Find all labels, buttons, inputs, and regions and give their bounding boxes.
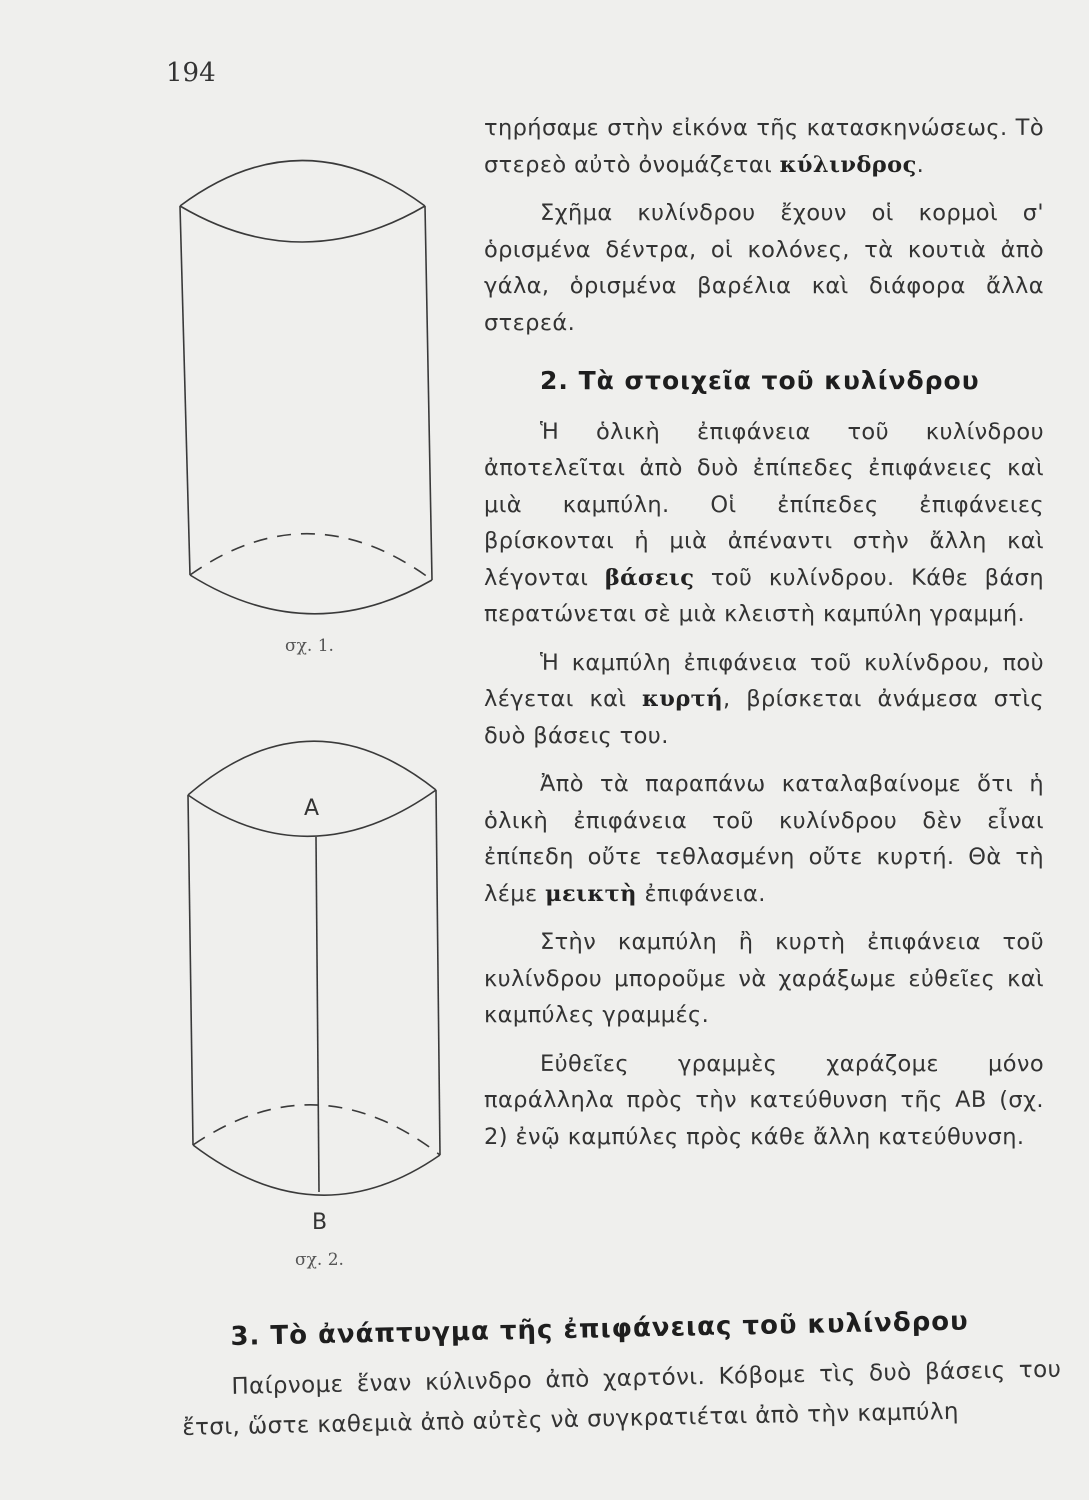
section3	[180, 1300, 1063, 1448]
cylinder-figures	[0, 0, 470, 1300]
section1-continuation: τηρήσαμε στὴν εἰκόνα τῆς κατασκηνώσεως. Τὸ στερεὸ αὐτὸ ὀνομάζεται κύλινδρος.	[484, 115, 1044, 178]
fig1-bottom-front-arc	[190, 575, 432, 614]
fig1-left-side	[180, 206, 190, 575]
term-mixed: μεικτὴ	[545, 880, 637, 907]
section1-paragraph-2: Σχῆμα κυλίνδρου ἔχουν οἱ κορμοὶ σ' ὁρισμένα δέντρα, οἱ κολόνες, τὰ κουτιὰ ἀπὸ γάλα, ὁρισμένα βαρέλια καὶ διάφορα ἄλλα στερεά.	[484, 200, 1044, 336]
fig2-label-a: A	[304, 796, 320, 821]
fig1-bottom-back-dashed-arc	[190, 534, 432, 580]
fig1-caption: σχ. 1.	[285, 636, 334, 656]
section2-paragraph-1: Ἡ ὁλικὴ ἐπιφάνεια τοῦ κυλίνδρου ἀποτελεῖται ἀπὸ δυὸ ἐπίπεδες ἐπιφάνειες καὶ μιὰ καμπύλη. Οἱ ἐπίπεδες ἐπιφάνειες βρίσκονται ἡ μιὰ ἀπέναντι στὴν ἄλλη καὶ λέγονται βάσεις τοῦ κυλίνδρου. Κάθε βάση περατώνεται σὲ μιὰ κλειστὴ καμπύλη γραμμή.	[484, 418, 1044, 627]
section2-paragraph-3: Ἀπὸ τὰ παραπάνω καταλαβαίνομε ὅτι ἡ ὁλικὴ ἐπιφάνεια τοῦ κυλίνδρου δὲν εἶναι ἐπίπεδη οὔτε τεθλασμένη οὔτε κυρτή. Θὰ τὴ λέμε μεικτὴ ἐπιφάνεια.	[484, 771, 1044, 907]
fig2-top-back-arc	[188, 741, 436, 795]
fig2-right-side	[436, 790, 440, 1155]
section2-paragraph-4: Στὴν καμπύλη ἢ κυρτὴ ἐπιφάνεια τοῦ κυλίνδρου μποροῦμε νὰ χαράξωμε εὐθεῖες καὶ καμπύλες γραμμές.	[484, 929, 1044, 1028]
section3-paragraph-1: Παίρνομε ἕναν κύλινδρο ἀπὸ χαρτόνι. Κόβομε τὶς δυὸ βάσεις του ἔτσι, ὥστε καθεμιὰ ἀπὸ αὐτὲς νὰ συγκρατιέται ἀπὸ τὴν καμπύλη	[182, 1356, 1062, 1441]
fig2-line-ab	[316, 837, 319, 1192]
section2-paragraph-2: Ἡ καμπύλη ἐπιφάνεια τοῦ κυλίνδρου, ποὺ λέγεται καὶ κυρτή, βρίσκεται ἀνάμεσα στὶς δυὸ βάσεις του.	[484, 649, 1044, 749]
section3-heading: 3. Τὸ ἀνάπτυγμα τῆς ἐπιφάνειας τοῦ κυλίνδρου	[230, 1306, 969, 1352]
fig1-top-back-arc	[180, 161, 425, 207]
fig2-bottom-back-dashed-arc	[193, 1105, 440, 1155]
term-convex: κυρτή	[642, 686, 723, 712]
fig2-caption: σχ. 2.	[295, 1250, 344, 1270]
page-number: 194	[166, 58, 216, 88]
fig2-label-b: B	[312, 1210, 328, 1235]
term-bases: βάσεις	[604, 564, 695, 591]
section2-paragraph-5: Εὐθεῖες γραμμὲς χαράζομε μόνο παράλληλα πρὸς τὴν κατεύθυνση τῆς ΑΒ (σχ. 2) ἐνῷ καμπύλες πρὸς κάθε ἄλλη κατεύθυνση.	[484, 1050, 1044, 1150]
section2-heading: 2. Τὰ στοιχεῖα τοῦ κυλίνδρου	[540, 366, 980, 395]
fig1-right-side	[425, 206, 432, 580]
text-column	[484, 110, 1044, 1167]
term-cylinder: κύλινδρος	[779, 151, 917, 178]
fig1-top-front-arc	[180, 206, 425, 242]
fig2-left-side	[188, 795, 193, 1145]
figures-column	[0, 0, 470, 1300]
figure-1-cylinder	[180, 161, 432, 614]
fig2-bottom-front-arc	[193, 1145, 440, 1195]
